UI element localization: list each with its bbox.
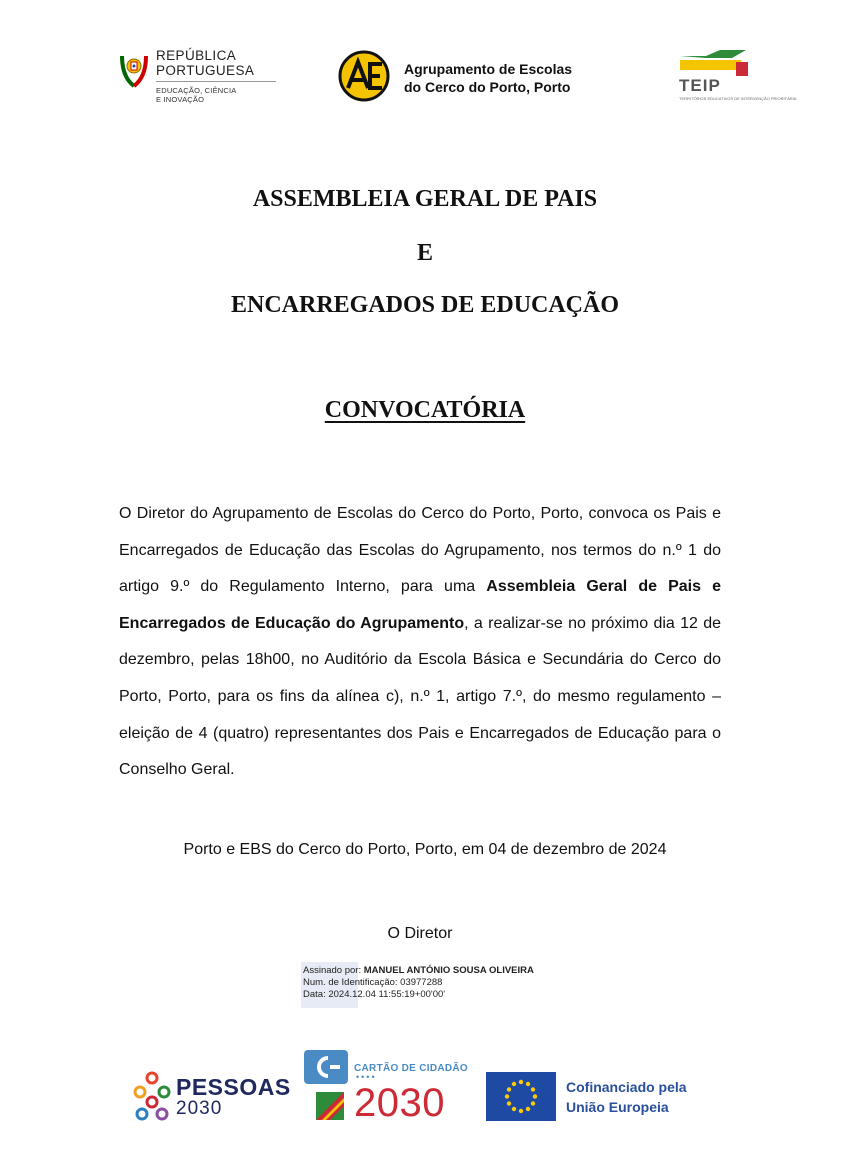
cartao-year: 2030 (354, 1081, 445, 1125)
signer-id-line: Num. de Identificação: 03977288 (303, 977, 443, 988)
ministry-line-2: E INOVAÇÃO (156, 95, 205, 104)
pessoas-2030-logo (132, 1068, 292, 1128)
eu-line-2: União Europeia (566, 1099, 669, 1115)
eu-line-1: Cofinanciado pela (566, 1079, 687, 1095)
place-and-date: Porto e EBS do Cerco do Porto, Porto, em 04 de dezembro de 2024 (183, 841, 667, 858)
teip-subtitle: TERRITÓRIOS EDUCATIVOS DE INTERVENÇÃO PRIORITÁRIA (679, 96, 797, 101)
logo-divider (156, 81, 276, 82)
eu-cofinancing-text (566, 1077, 687, 1117)
teip-wordmark: TEIP (679, 76, 721, 95)
ministry-label (156, 86, 237, 104)
ae-emblem-icon (338, 50, 390, 102)
signature-date-line: Data: 2024.12.04 11:55:19+00'00' (303, 989, 446, 1000)
pessoas-wordmark: PESSOAS (176, 1074, 291, 1100)
signed-by-line (303, 965, 534, 976)
agrupamento-line-2: do Cerco do Porto, Porto (404, 79, 571, 95)
agrupamento-line-1: Agrupamento de Escolas (404, 61, 573, 77)
signed-by-label: Assinado por: (303, 965, 362, 976)
portuguese-emblem-icon (118, 48, 150, 88)
portuguesa-line: PORTUGUESA (156, 63, 255, 78)
ministry-line-1: EDUCAÇÃO, CIÊNCIA (156, 86, 237, 95)
agrupamento-name (404, 60, 572, 96)
republica-portuguesa-title (156, 48, 254, 78)
paragraph-text-part-2: , a realizar-se no próximo dia 12 de dezembro, pelas 18h00, no Auditório da Escola Básica e Secundária do Cerco do Porto, Porto, para os fins da alínea c), n.º 1, artigo 7.º, do mesmo regulamento – eleição de 4 (quatro) representantes dos Pais e Encarregados de Educação para o Conselho Geral. (119, 614, 722, 779)
signer-name: MANUEL ANTÓNIO SOUSA OLIVEIRA (363, 965, 534, 976)
eu-cofinancing-logo (486, 1072, 716, 1124)
eu-flag-icon (486, 1072, 556, 1121)
pessoas-year: 2030 (176, 1098, 223, 1119)
assembly-name-bold: Assembleia Geral de Pais e Encarregados de Educação do Agrupamento (119, 578, 722, 632)
cartao-title: CARTÃO DE CIDADÃO (354, 1063, 468, 1074)
republica-portuguesa-logo (118, 46, 278, 116)
cartao-dots: •••• (356, 1072, 377, 1082)
republica-line: REPÚBLICA (156, 48, 237, 63)
cartao-cidadao-logo (304, 1050, 474, 1126)
title-line-3: ENCARREGADOS DE EDUCAÇÃO (230, 292, 620, 318)
pessoas-emblem-icon (132, 1070, 172, 1124)
convocation-paragraph (119, 496, 721, 789)
signatory-title: O Diretor (387, 925, 453, 942)
teip-logo (676, 48, 797, 108)
digital-signature-block (300, 962, 580, 1008)
agrupamento-logo (338, 50, 608, 106)
convocatoria-heading: CONVOCATÓRIA (324, 397, 526, 423)
title-line-1: ASSEMBLEIA GERAL DE PAIS (252, 186, 598, 212)
cartao-emblem-icon (304, 1050, 352, 1126)
paragraph-text-part-1: O Diretor do Agrupamento de Escolas do Cerco do Porto, Porto, convoca os Pais e Encarregados de Educação das Escolas do Agrupamento, nos termos do n.º 1 do artigo 9.º do Regulamento Interno, para uma (119, 505, 721, 596)
eu-stars-icon (486, 1072, 556, 1121)
title-line-2: E (416, 240, 433, 266)
teip-emblem-icon (676, 48, 750, 78)
